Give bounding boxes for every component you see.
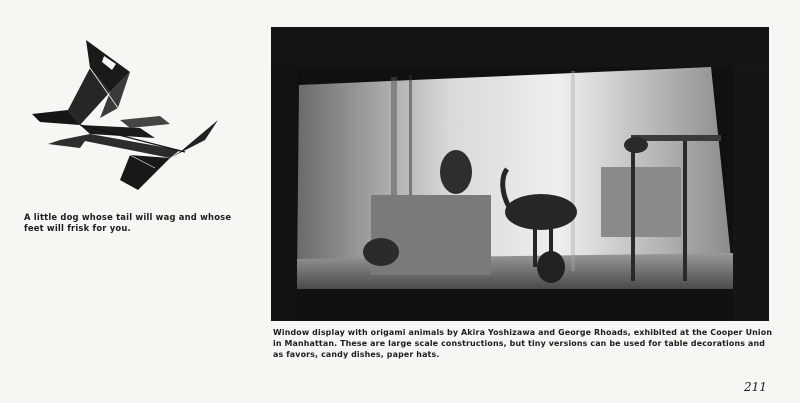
- dog-caption: A little dog whose tail will wag and whose feet will frisk for you.: [24, 212, 232, 233]
- page-number: 211: [744, 380, 767, 394]
- origami-dog-illustration: [20, 30, 230, 205]
- window-display-photo: [271, 27, 769, 321]
- photo-caption: Window display with origami animals by Akira Yoshizawa and George Rhoads, exhibited at the Cooper Union in Manhattan. These are large scale constructions, but tiny versions can be used for table decorations and as favors, candy dishes, paper hats.: [273, 328, 773, 359]
